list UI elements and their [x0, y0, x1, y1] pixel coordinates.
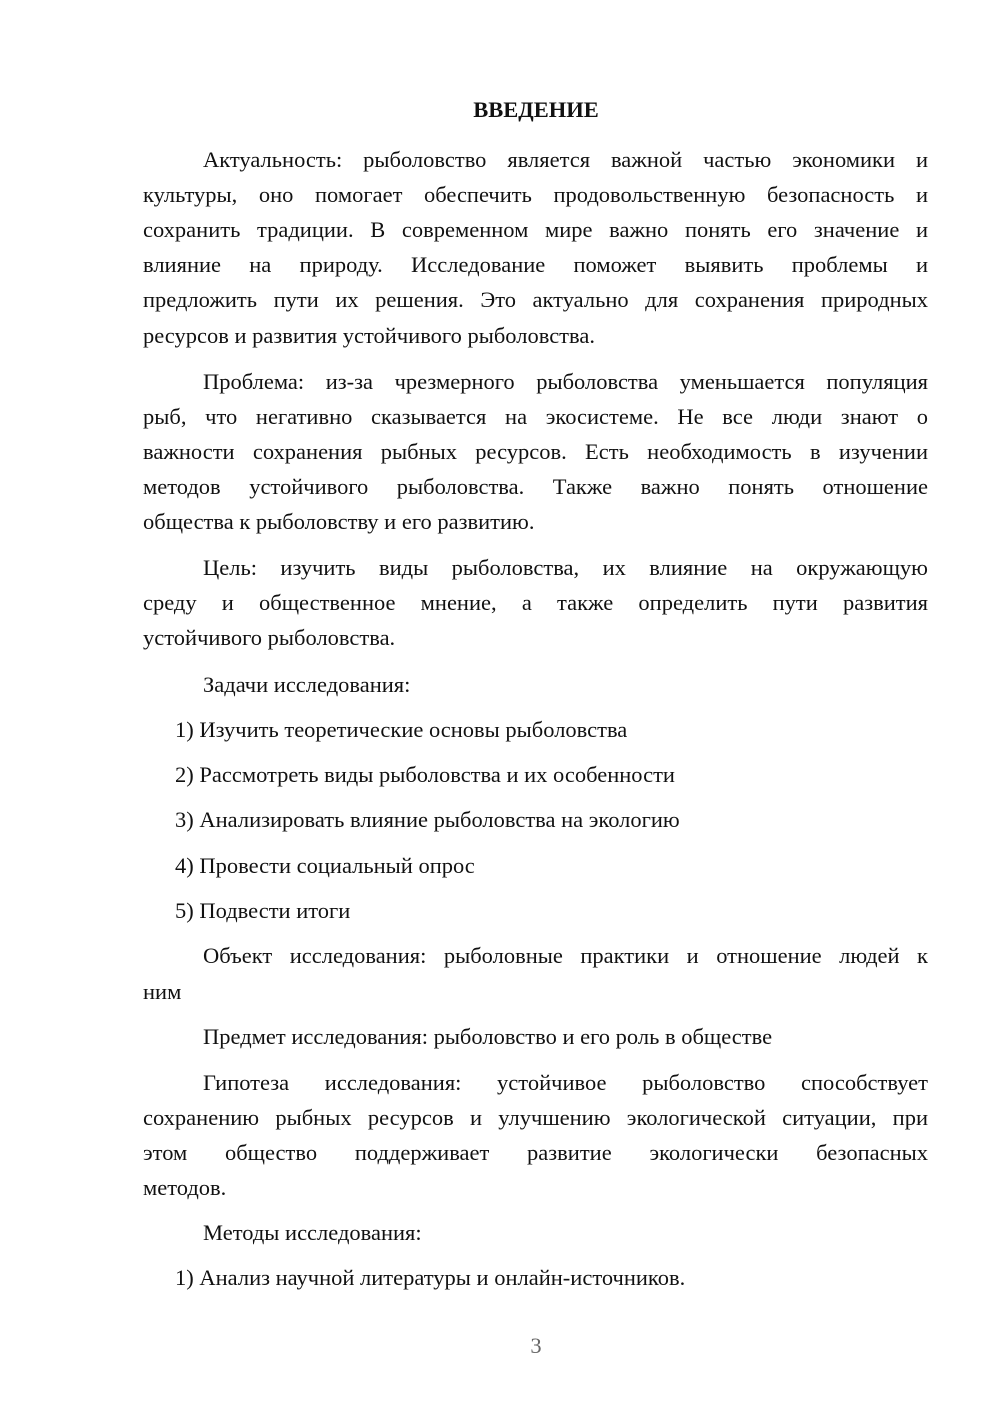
list-item: 4) Провести социальный опрос — [175, 853, 475, 878]
text-line: ресурсов и развития устойчивого рыболовства. — [143, 323, 595, 348]
text-line: сохранить традиции. В современном мире важно понять его значение и — [143, 217, 928, 242]
section-title: ВВЕДЕНИЕ — [473, 97, 599, 122]
tasks-heading: Задачи исследования: — [203, 672, 411, 697]
text-line: Актуальность: рыболовство является важной частью экономики и — [203, 147, 928, 172]
text-line: методов. — [143, 1175, 227, 1200]
text-line: влияние на природу. Исследование поможет выявить проблемы и — [143, 252, 928, 277]
text-line: этом общество поддерживает развитие экологически безопасных — [143, 1140, 928, 1165]
list-item: 1) Изучить теоретические основы рыболовства — [175, 717, 628, 742]
text-line: ним — [143, 979, 182, 1004]
text-line: среду и общественное мнение, а также определить пути развития — [143, 590, 928, 615]
text-line: Гипотеза исследования: устойчивое рыболовство способствует — [203, 1070, 928, 1095]
list-item: 1) Анализ научной литературы и онлайн-источников. — [175, 1265, 686, 1290]
text-line: рыб, что негативно сказывается на экосистеме. Не все люди знают о — [143, 404, 928, 429]
page-number: 3 — [530, 1333, 542, 1358]
list-item: 2) Рассмотреть виды рыболовства и их особенности — [175, 762, 675, 787]
text-line: Цель: изучить виды рыболовства, их влияние на окружающую — [203, 555, 928, 580]
text-line: Объект исследования: рыболовные практики и отношение людей к — [203, 943, 928, 968]
text-line: устойчивого рыболовства. — [143, 625, 396, 650]
text-line: сохранению рыбных ресурсов и улучшению экологической ситуации, при — [143, 1105, 928, 1130]
text-line: общества к рыболовству и его развитию. — [143, 509, 535, 534]
methods-heading: Методы исследования: — [203, 1220, 422, 1245]
list-item: 3) Анализировать влияние рыболовства на экологию — [175, 807, 680, 832]
text-line: методов устойчивого рыболовства. Также важно понять отношение — [143, 474, 928, 499]
list-item: 5) Подвести итоги — [175, 898, 351, 923]
text-line: культуры, оно помогает обеспечить продовольственную безопасность и — [143, 182, 928, 207]
text-line: важности сохранения рыбных ресурсов. Есть необходимость в изучении — [143, 439, 928, 464]
text-line: предложить пути их решения. Это актуально для сохранения природных — [143, 287, 928, 312]
text-line: Проблема: из-за чрезмерного рыболовства уменьшается популяция — [203, 369, 928, 394]
subject-paragraph: Предмет исследования: рыболовство и его роль в обществе — [203, 1024, 773, 1049]
